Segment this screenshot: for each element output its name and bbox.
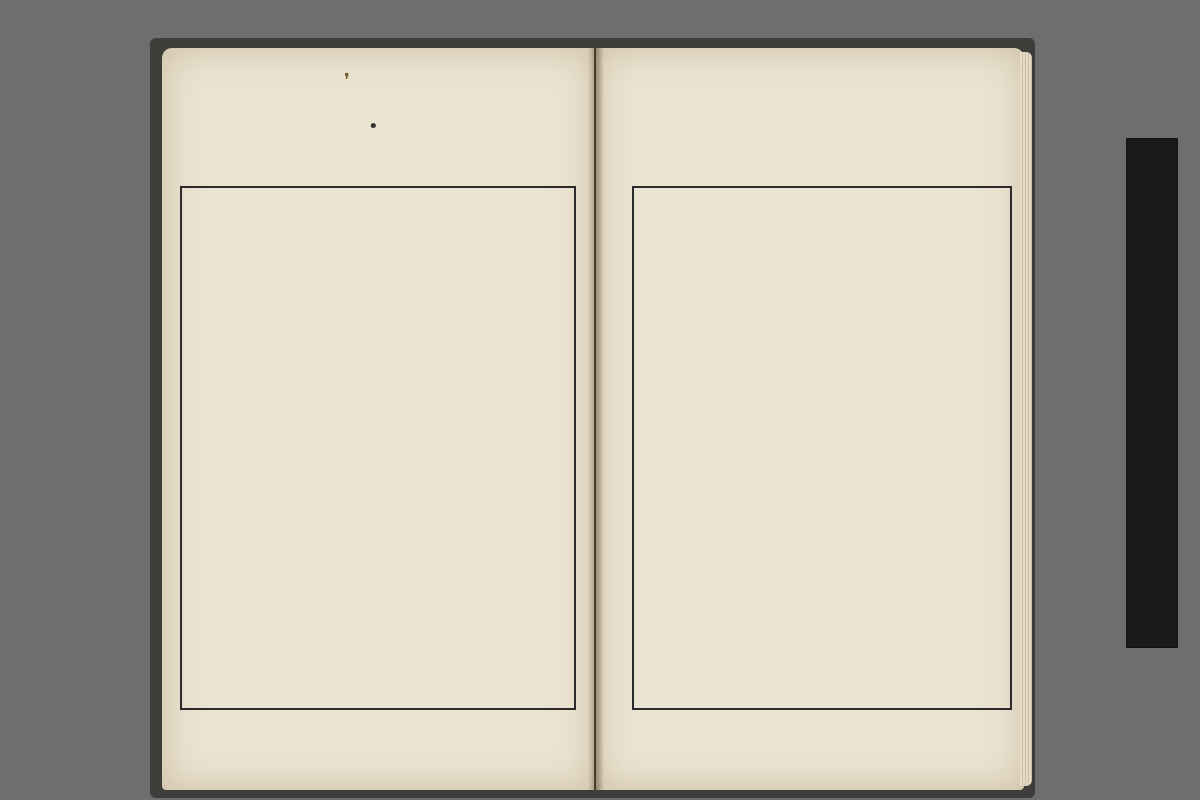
color-checker-card — [1126, 138, 1178, 648]
book-gutter — [588, 48, 604, 790]
page-edges — [1020, 52, 1032, 786]
right-text-frame — [632, 186, 1012, 710]
ink-mark: ❜ — [344, 70, 350, 91]
left-text-frame — [180, 186, 576, 710]
ink-dot: • — [368, 116, 379, 137]
